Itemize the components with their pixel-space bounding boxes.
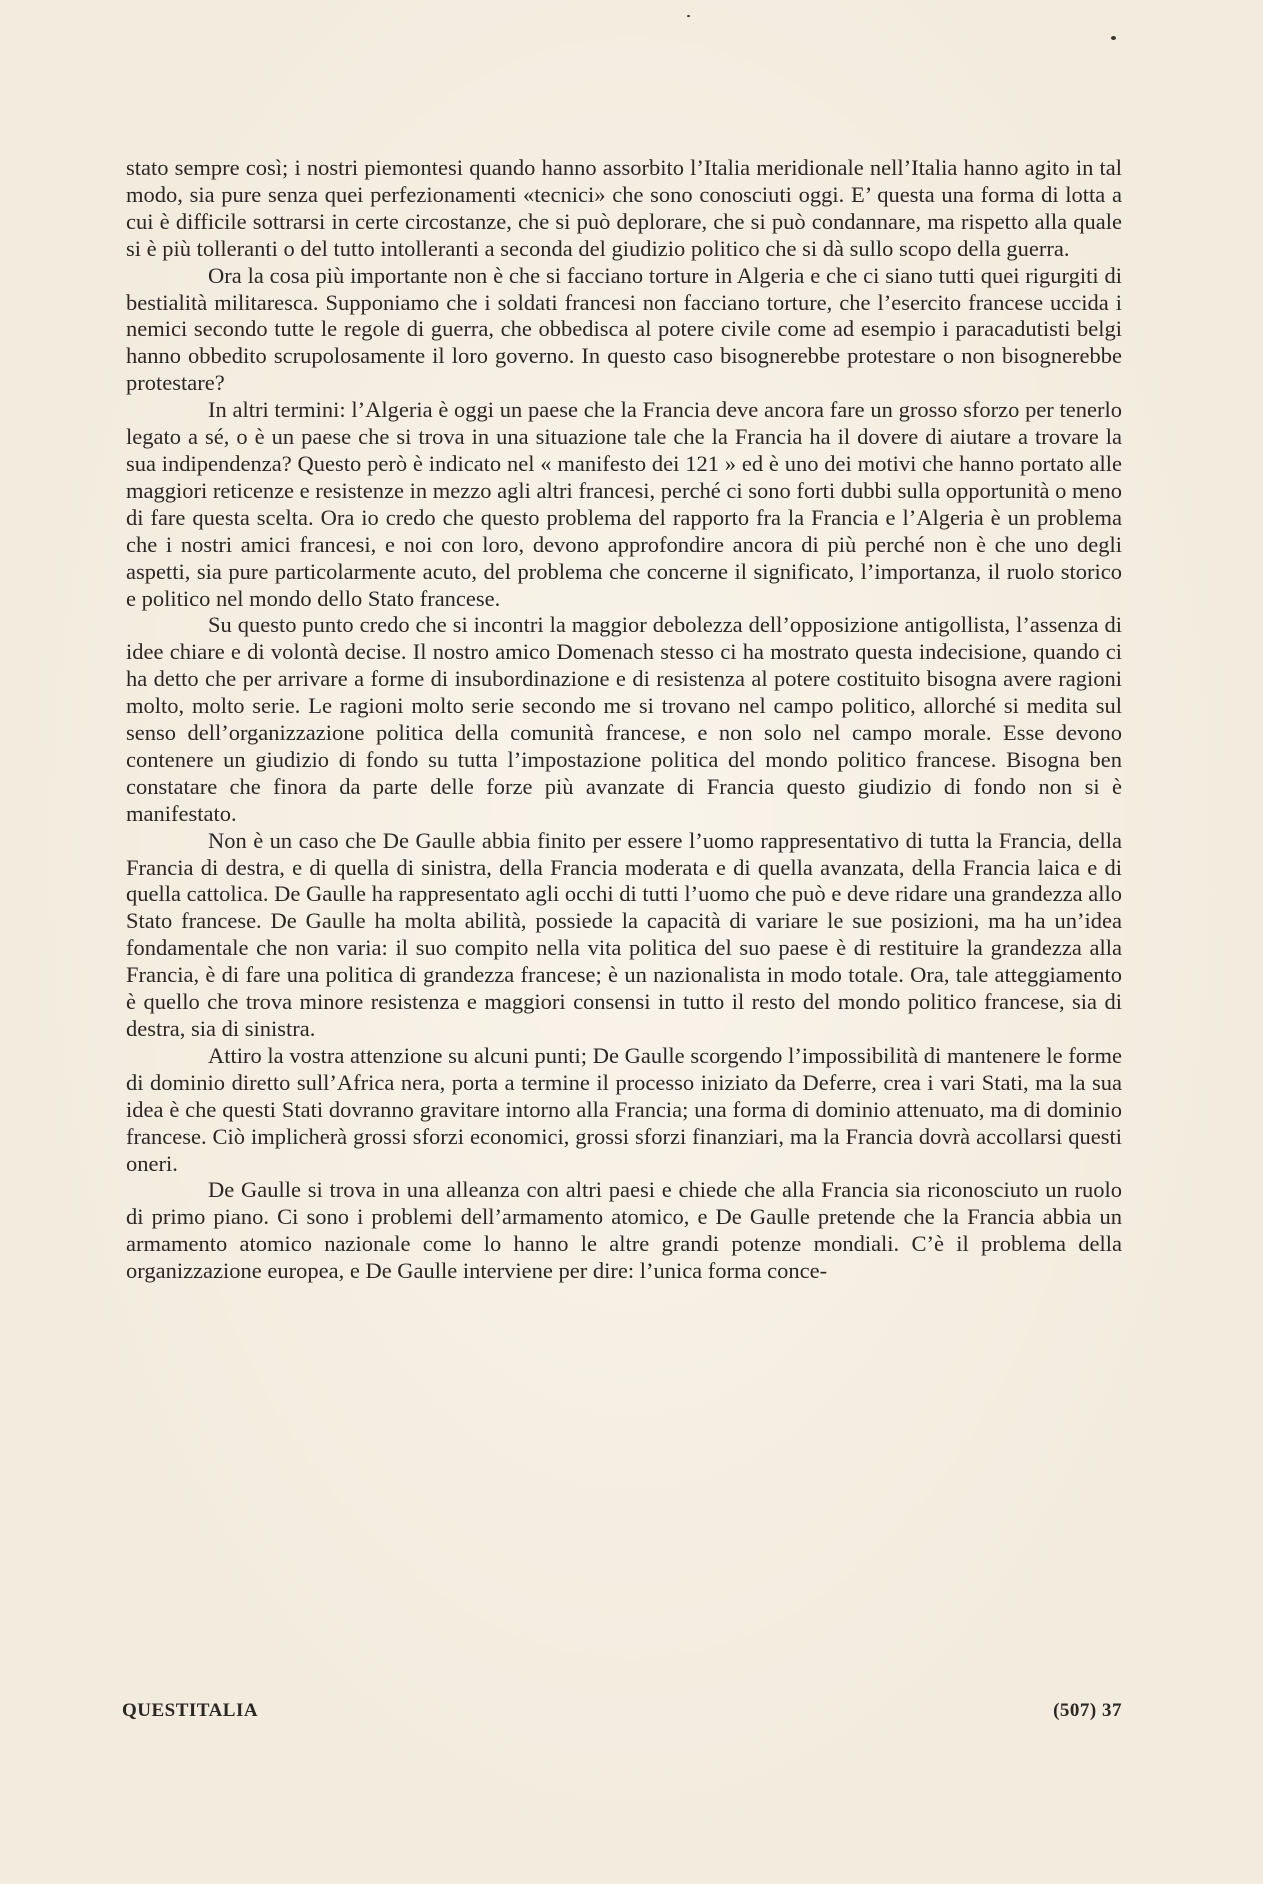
page-number: (507) 37: [1053, 1700, 1122, 1721]
paragraph: stato sempre così; i nostri piemontesi quando hanno assorbito l’Italia meridionale nell’Italia hanno agito in tal modo, sia pure senza quei perfezionamenti «tecnici» che sono conosciuti oggi. E’ questa una forma di lotta a cui è difficile sottrarsi in certe circostanze, che si può deplorare, che si può condannare, ma rispetto alla quale si è più tolleranti o del tutto intolleranti a seconda del giudizio politico che si dà sullo scopo della guerra.: [126, 155, 1122, 261]
journal-name: QUESTITALIA: [122, 1700, 259, 1721]
paragraph: Non è un caso che De Gaulle abbia finito per essere l’uomo rappresentativo di tutta la Francia, della Francia di destra, e di quella di sinistra, della Francia moderata e di quella avanzata, della Francia laica e di quella cattolica. De Gaulle ha rappresentato agli occhi di tutti l’uomo che può e deve ridare una grandezza allo Stato francese. De Gaulle ha molta abilità, possiede la capacità di variare le sue posizioni, ma ha un’idea fondamentale che non varia: il suo compito nella vita politica del suo paese è di restituire la grandezza alla Francia, è di fare una politica di grandezza francese; è un nazionalista in modo totale. Ora, tale atteggiamento è quello che trova minore resistenza e maggiori consensi in tutto il resto del mondo politico francese, sia di destra, sia di sinistra.: [126, 827, 1122, 1041]
paragraph: Su questo punto credo che si incontri la maggior debolezza dell’opposizione antigollista, l’assenza di idee chiare e di volontà decise. Il nostro amico Domenach stesso ci ha mostrato questa indecisione, quando ci ha detto che per arrivare a forme di insubordinazione e di resistenza al potere costituito bisogna avere ragioni molto, molto serie. Le ragioni molto serie secondo me si trovano nel campo politico, allorché si medita sul senso dell’organizzazione politica della comunità francese, e non solo nel campo morale. Esse devono contenere un giudizio di fondo su tutta l’impostazione politica del mondo politico francese. Bisogna ben constatare che finora da parte delle forze più avanzate di Francia questo giudizio di fondo non si è manifestato.: [126, 612, 1122, 826]
paragraph: Attiro la vostra attenzione su alcuni punti; De Gaulle scorgendo l’impossibilità di mantenere le forme di dominio diretto sull’Africa nera, porta a termine il processo iniziato da Deferre, crea i vari Stati, ma la sua idea è che questi Stati dovranno gravitare intorno alla Francia; una forma di dominio attenuato, ma di dominio francese. Ciò implicherà grossi sforzi economici, grossi sforzi finanziari, ma la Francia dovrà accollarsi questi oneri.: [126, 1042, 1122, 1176]
paragraph: De Gaulle si trova in una alleanza con altri paesi e chiede che alla Francia sia riconosciuto un ruolo di primo piano. Ci sono i problemi dell’armamento atomico, e De Gaulle pretende che la Francia abbia un armamento atomico nazionale come lo hanno le altre grandi potenze mondiali. C’è il problema della organizzazione europea, e De Gaulle interviene per dire: l’unica forma conce-: [126, 1177, 1122, 1284]
ink-speck: [687, 15, 690, 17]
paragraph: Ora la cosa più importante non è che si facciano torture in Algeria e che ci siano tutti quei rigurgiti di bestialità militaresca. Supponiamo che i soldati francesi non facciano torture, che l’esercito francese uccida i nemici secondo tutte le regole di guerra, che obbedisca al potere civile come ad esempio i paracadutisti belgi hanno obbedito scrupolosamente il loro governo. In questo caso bisognerebbe protestare o non bisognerebbe protestare?: [126, 262, 1122, 396]
ink-speck: [1111, 36, 1116, 40]
body-text: [126, 155, 1122, 1285]
paragraph: In altri termini: l’Algeria è oggi un paese che la Francia deve ancora fare un grosso sforzo per tenerlo legato a sé, o è un paese che si trova in una situazione tale che la Francia ha il dovere di aiutare a trovare la sua indipendenza? Questo però è indicato nel « manifesto dei 121 » ed è uno dei motivi che hanno portato alle maggiori reticenze e resistenze in mezzo agli altri francesi, perché ci sono forti dubbi sulla opportunità o meno di fare questa scelta. Ora io credo che questo problema del rapporto fra la Francia e l’Algeria è un problema che i nostri amici francesi, e noi con loro, devono approfondire ancora di più perché non è che uno degli aspetti, sia pure particolarmente acuto, del problema che concerne il significato, l’importanza, il ruolo storico e politico nel mondo dello Stato francese.: [126, 397, 1122, 611]
